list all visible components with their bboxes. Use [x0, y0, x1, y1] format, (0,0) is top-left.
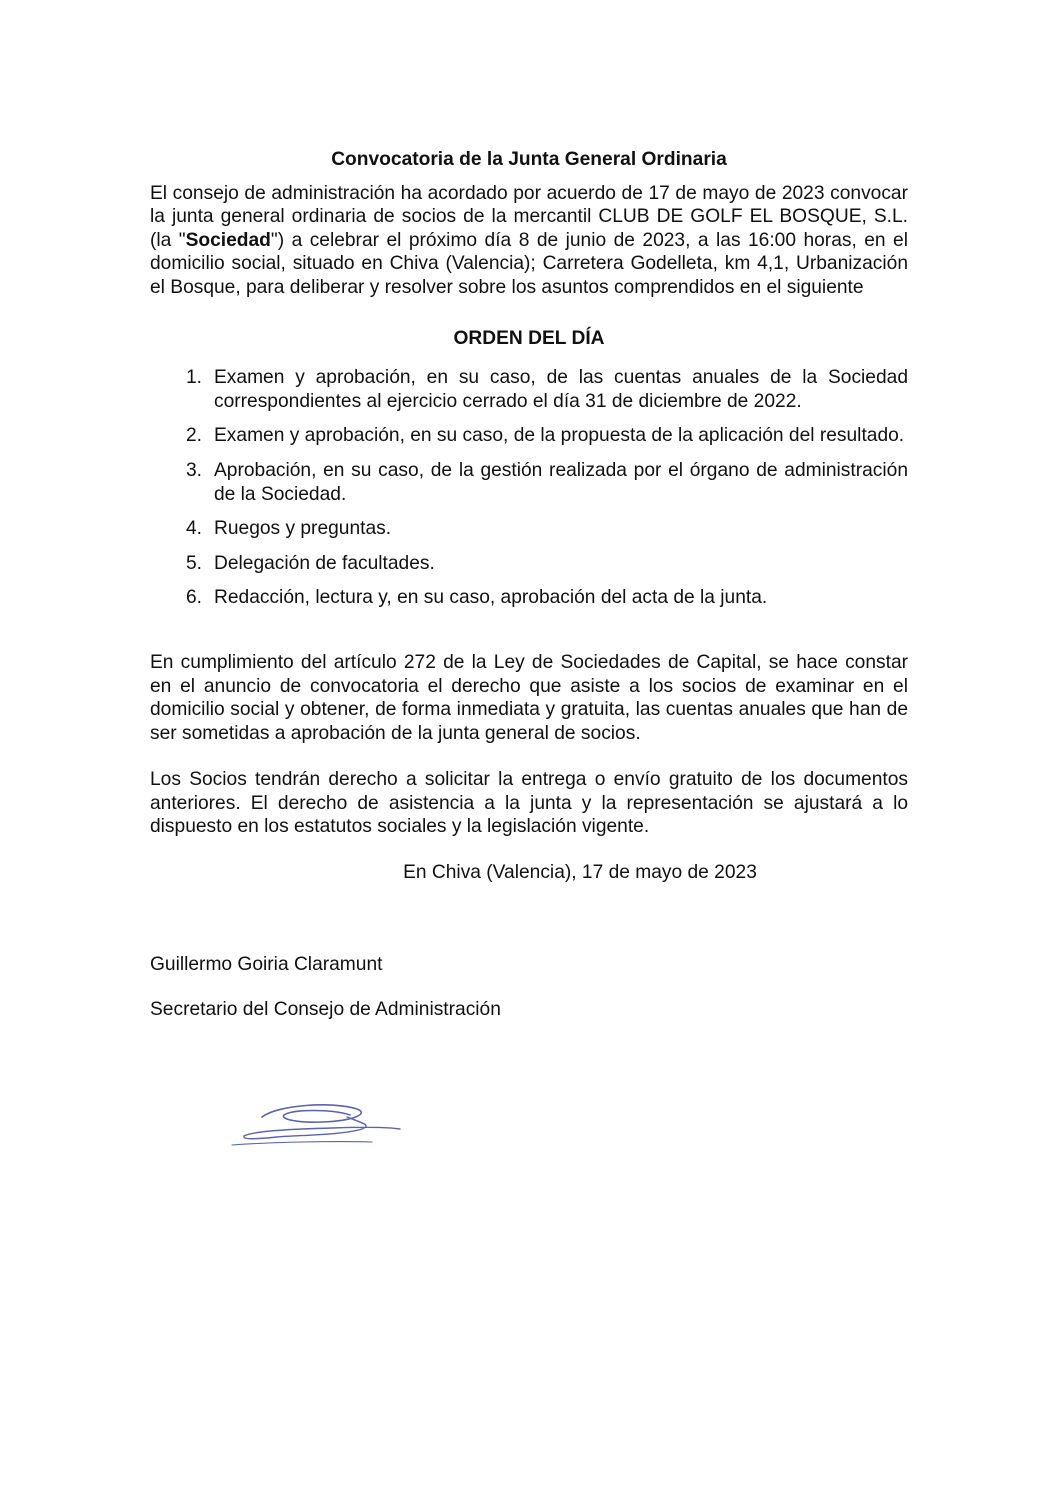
cumplimiento-paragraph: En cumplimiento del artículo 272 de la Ley de Sociedades de Capital, se hace constar en el anuncio de convocatoria el derecho que asiste a los socios de examinar en el domicilio social y obtener, de forma inmediata y gratuita, las cuentas anuales que han de ser sometidas a aprobación de la junta general de socios. — [150, 651, 908, 744]
place-date: En Chiva (Valencia), 17 de mayo de 2023 — [403, 862, 757, 884]
socios-paragraph: Los Socios tendrán derecho a solicitar la entrega o envío gratuito de los documentos anteriores. El derecho de asistencia a la junta y la representación se ajustará a lo dispuesto en los estatutos sociales y la legislación vigente. — [150, 769, 908, 838]
agenda-item-text: Delegación de facultades. — [214, 552, 435, 574]
agenda-item — [150, 517, 908, 541]
handwritten-signature — [222, 1095, 407, 1155]
agenda-item-number: 6. — [185, 587, 202, 609]
signer-role: Secretario del Consejo de Administración — [150, 999, 501, 1021]
agenda-item-text: Aprobación, en su caso, de la gestión realizada por el órgano de administración de la Sociedad. — [214, 459, 908, 505]
intro-bold-term: Sociedad — [185, 229, 271, 251]
agenda-item-number: 4. — [185, 518, 202, 540]
agenda-item-text: Examen y aprobación, en su caso, de la propuesta de la aplicación del resultado. — [214, 425, 905, 447]
intro-paragraph — [150, 182, 908, 300]
agenda-item-number: 5. — [185, 552, 202, 574]
agenda-heading: ORDEN DEL DÍA — [453, 327, 605, 349]
agenda-item-number: 1. — [185, 367, 202, 389]
agenda-item — [150, 366, 908, 413]
agenda-item — [150, 459, 908, 506]
agenda-item-number: 2. — [185, 425, 202, 447]
intro-text-part2: ") a celebrar el próximo día 8 de junio de 2023, a las 16:00 horas, en el domicilio social, situado en Chiva (Valencia); Carretera Godelleta, km 4,1, Urbanización el Bosque, para deliberar y resolver sobre los asuntos comprendidos en el siguiente — [150, 229, 908, 298]
agenda-list — [150, 366, 908, 610]
agenda-item-text: Redacción, lectura y, en su caso, aprobación del acta de la junta. — [214, 587, 768, 609]
document-title: Convocatoria de la Junta General Ordinaria — [331, 149, 727, 170]
agenda-item-text: Ruegos y preguntas. — [214, 518, 392, 540]
intro-text-part1: El consejo de administración ha acordado por acuerdo de 17 de mayo de 2023 convocar la junta general ordinaria de socios de la mercantil CLUB DE GOLF EL BOSQUE, S.L. (la " — [150, 182, 908, 251]
signer-name: Guillermo Goiria Claramunt — [150, 953, 383, 975]
document-body — [150, 148, 908, 1022]
agenda-item — [150, 552, 908, 576]
agenda-item-number: 3. — [185, 459, 202, 481]
agenda-item — [150, 424, 908, 448]
agenda-item — [150, 586, 908, 610]
agenda-item-text: Examen y aprobación, en su caso, de las cuentas anuales de la Sociedad correspondientes al ejercicio cerrado el día 31 de diciembre de 2022. — [214, 367, 908, 412]
